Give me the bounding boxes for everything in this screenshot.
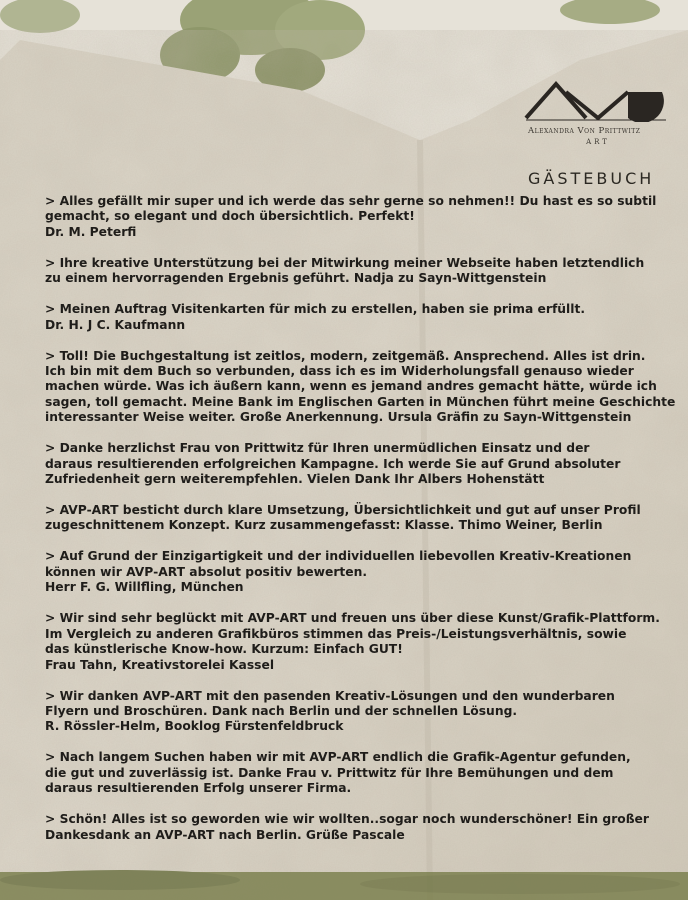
entry-line: Herr F. G. Willfling, München bbox=[45, 580, 244, 595]
entry-line: die gut und zuverlässig ist. Danke Frau v. Prittwitz für Ihre Bemühungen und dem bbox=[45, 765, 614, 780]
guestbook-entry bbox=[45, 549, 639, 595]
entry-line: > Ihre kreative Unterstützung bei der Mitwirkung meiner Webseite haben letztendlich bbox=[45, 255, 645, 270]
entry-line: das künstlerische Know-how. Kurzum: Einfach GUT! bbox=[45, 642, 403, 657]
avp-mountain-logo-icon bbox=[524, 78, 668, 122]
entry-line: Frau Tahn, Kreativstorelei Kassel bbox=[45, 657, 275, 672]
entry-line: Dr. M. Peterfi bbox=[45, 224, 137, 239]
entry-line: > AVP-ART besticht durch klare Umsetzung, Übersichtlichkeit und gut auf unser Profil bbox=[45, 503, 641, 518]
logo-brand-name: Alexandra Von Prittwitz bbox=[528, 126, 641, 136]
ground-decoration bbox=[0, 870, 688, 900]
entry-line: machen würde. Was ich äußern kann, wenn es jemand andres gemacht hätte, würde ich bbox=[45, 379, 657, 394]
entry-line: gemacht, so elegant und doch übersichtlich. Perfekt! bbox=[45, 209, 415, 224]
entry-line: > Schön! Alles ist so geworden wie wir wollten..sogar noch wunderschöner! Ein großer bbox=[45, 812, 649, 827]
entry-line: Ich bin mit dem Buch so verbunden, dass ich es im Widerholungsfall genauso wieder bbox=[45, 364, 634, 379]
entry-line: interessanter Weise weiter. Große Anerkennung. Ursula Gräfin zu Sayn-Wittgenstein bbox=[45, 410, 632, 425]
entry-line: Zufriedenheit gern weiterempfehlen. Vielen Dank Ihr Albers Hohenstätt bbox=[45, 472, 545, 487]
entry-line: > Nach langem Suchen haben wir mit AVP-ART endlich die Grafik-Agentur gefunden, bbox=[45, 750, 631, 765]
entry-line: R. Rössler-Helm, Booklog Fürstenfeldbruck bbox=[45, 719, 344, 734]
guestbook-entry bbox=[45, 503, 639, 534]
guestbook-entry bbox=[45, 302, 639, 333]
guestbook-entry bbox=[45, 689, 639, 735]
entry-line: > Auf Grund der Einzigartigkeit und der individuellen liebevollen Kreativ-Kreationen bbox=[45, 549, 632, 564]
entry-line: > Wir danken AVP-ART mit den pasenden Kreativ-Lösungen und den wunderbaren bbox=[45, 688, 615, 703]
guestbook-entry bbox=[45, 812, 649, 843]
entry-line: daraus resultierenden Erfolg unserer Firma. bbox=[45, 781, 352, 796]
entry-line: zu einem hervorragenden Ergebnis geführt. Nadja zu Sayn-Wittgenstein bbox=[45, 271, 547, 286]
entry-line: Im Vergleich zu anderen Grafikbüros stimmen das Preis-/Leistungsverhältnis, sowie bbox=[45, 626, 627, 641]
entry-line: können wir AVP-ART absolut positiv bewerten. bbox=[45, 564, 368, 579]
entry-line: > Alles gefällt mir super und ich werde das sehr gerne so nehmen!! Du hast es so subtil bbox=[45, 194, 657, 208]
entry-line: Dankesdank an AVP-ART nach Berlin. Grüße Pascale bbox=[45, 827, 405, 842]
page-title: GÄSTEBUCH bbox=[528, 168, 655, 188]
guestbook-entry bbox=[45, 750, 639, 796]
entry-line: daraus resultierenden erfolgreichen Kampagne. Ich werde Sie auf Grund absoluter bbox=[45, 456, 621, 471]
guestbook-entry bbox=[45, 611, 660, 673]
guestbook-entry bbox=[45, 255, 645, 287]
entry-line: > Meinen Auftrag Visitenkarten für mich zu erstellen, haben sie prima erfüllt. bbox=[45, 302, 586, 317]
entry-line: sagen, toll gemacht. Meine Bank im Englischen Garten in München führt meine Geschichte bbox=[45, 394, 676, 409]
guestbook-entry bbox=[45, 348, 676, 426]
entry-line: zugeschnittenem Konzept. Kurz zusammengefasst: Klasse. Thimo Weiner, Berlin bbox=[45, 518, 603, 533]
entry-line: > Wir sind sehr beglückt mit AVP-ART und freuen uns über diese Kunst/Grafik-Plattform. bbox=[45, 611, 660, 626]
entry-line: Flyern und Broschüren. Dank nach Berlin und der schnellen Lösung. bbox=[45, 703, 518, 718]
logo-subtitle: ART bbox=[586, 138, 610, 146]
guestbook-entry bbox=[45, 194, 657, 240]
entry-line: > Danke herzlichst Frau von Prittwitz für Ihren unermüdlichen Einsatz und der bbox=[45, 441, 590, 456]
entry-line: > Toll! Die Buchgestaltung ist zeitlos, modern, zeitgemäß. Ansprechend. Alles ist drin. bbox=[45, 348, 646, 363]
guestbook-entry bbox=[45, 441, 639, 487]
guestbook-entries bbox=[45, 194, 676, 859]
entry-line: Dr. H. J C. Kaufmann bbox=[45, 317, 186, 332]
